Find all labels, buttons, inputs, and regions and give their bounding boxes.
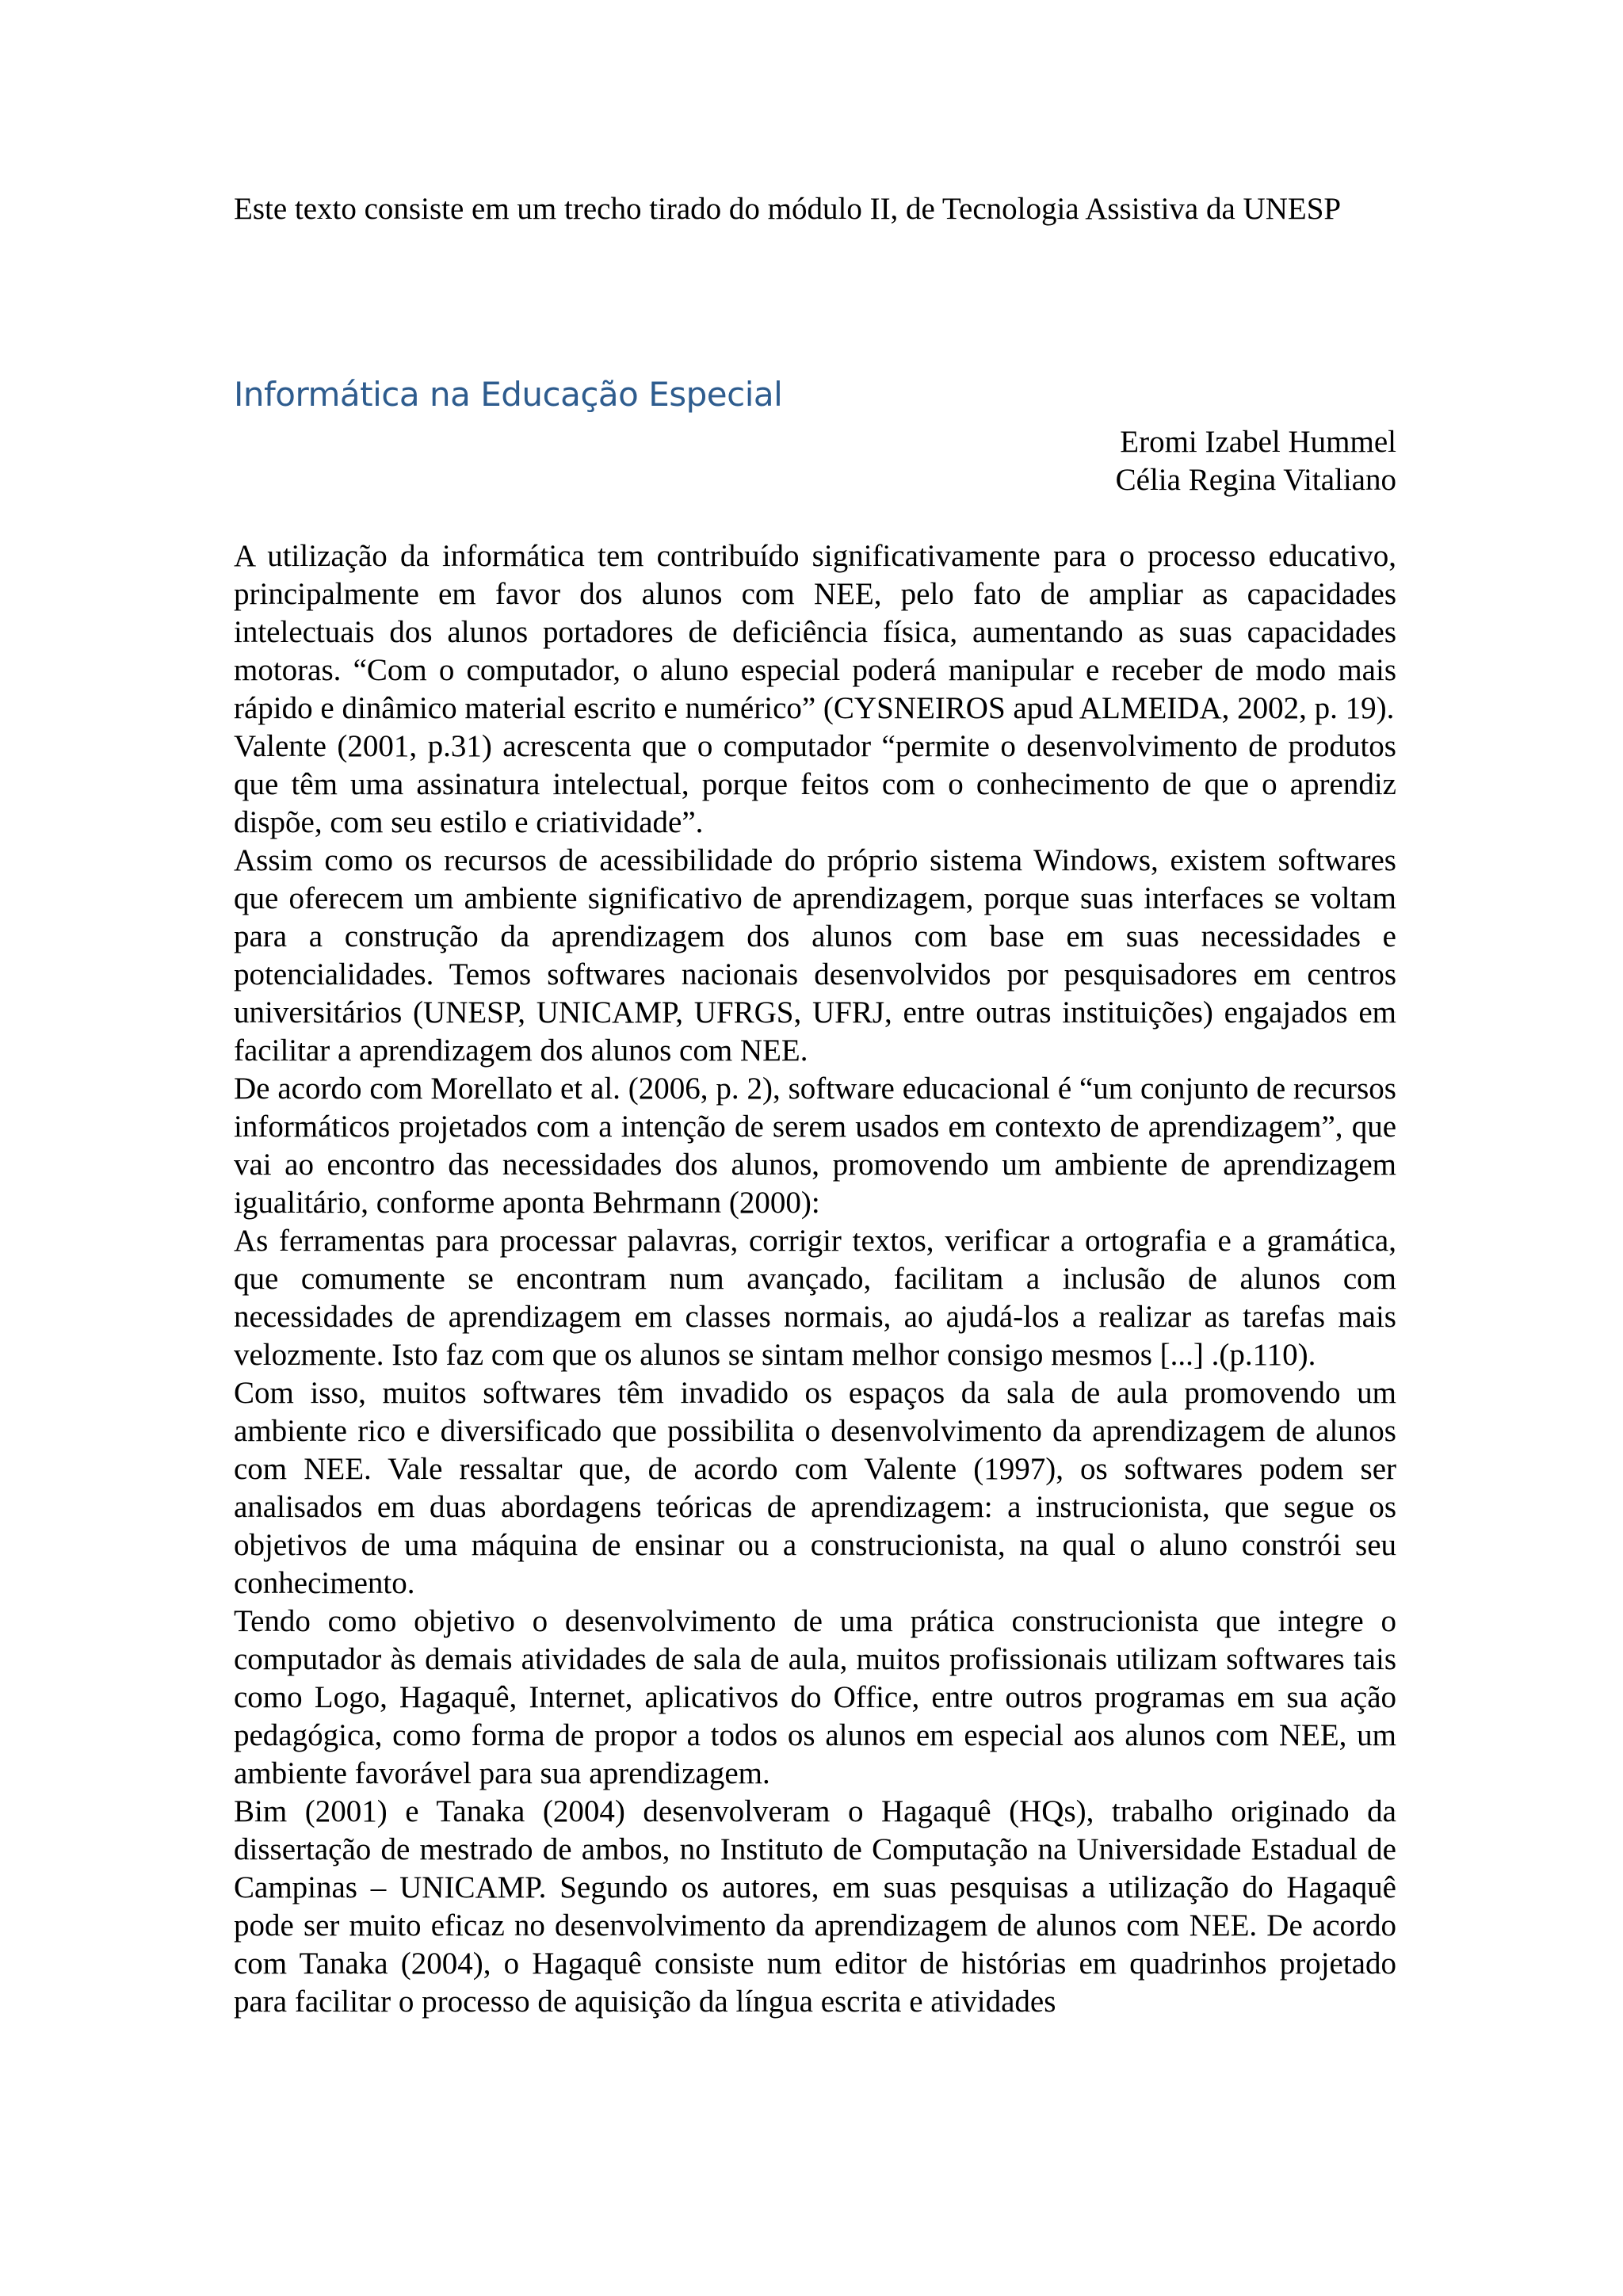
- document-title: Informática na Educação Especial: [234, 375, 783, 414]
- paragraph: Bim (2001) e Tanaka (2004) desenvolveram o Hagaquê (HQs), trabalho originado da dissertação de mestrado de ambos, no Instituto de Computação na Universidade Estadual de Campinas – UNICAMP. Segundo os autores, em suas pesquisas a utilização do Hagaquê pode ser muito eficaz no desenvolvimento da aprendizagem de alunos com NEE. De acordo com Tanaka (2004), o Hagaquê consiste num editor de histórias em quadrinhos projetado para facilitar o processo de aquisição da língua escrita e atividades: [234, 1794, 1396, 2019]
- author-list: [1116, 423, 1396, 499]
- paragraph: A utilização da informática tem contribuído significativamente para o processo educativo, principalmente em favor dos alunos com NEE, pelo fato de ampliar as capacidades intelectuais dos alunos portadores de deficiência física, aumentando as suas capacidades motoras. “Com o computador, o aluno especial poderá manipular e receber de modo mais rápido e dinâmico material escrito e numérico” (CYSNEIROS apud ALMEIDA, 2002, p. 19).: [234, 539, 1396, 725]
- paragraph: Tendo como objetivo o desenvolvimento de uma prática construcionista que integre o computador às demais atividades de sala de aula, muitos profissionais utilizam softwares tais como Logo, Hagaquê, Internet, aplicativos do Office, entre outros programas em sua ação pedagógica, como forma de propor a todos os alunos em especial aos alunos com NEE, um ambiente favorável para sua aprendizagem.: [234, 1604, 1396, 1790]
- author-name: Eromi Izabel Hummel: [1120, 425, 1396, 459]
- author-name: Célia Regina Vitaliano: [1115, 463, 1396, 497]
- paragraph: De acordo com Morellato et al. (2006, p. 2), software educacional é “um conjunto de recursos informáticos projetados com a intenção de serem usados em contexto de aprendizagem”, que vai ao encontro das necessidades dos alunos, promovendo um ambiente de aprendizagem igualitário, conforme aponta Behrmann (2000):: [234, 1072, 1396, 1220]
- body-text: [234, 537, 1396, 2021]
- paragraph: Assim como os recursos de acessibilidade do próprio sistema Windows, existem softwares que oferecem um ambiente significativo de aprendizagem, porque suas interfaces se voltam para a construção da aprendizagem dos alunos com base em suas necessidades e potencialidades. Temos softwares nacionais desenvolvidos por pesquisadores em centros universitários (UNESP, UNICAMP, UFRGS, UFRJ, entre outras instituições) engajados em facilitar a aprendizagem dos alunos com NEE.: [234, 843, 1396, 1068]
- paragraph: Com isso, muitos softwares têm invadido os espaços da sala de aula promovendo um ambiente rico e diversificado que possibilita o desenvolvimento da aprendizagem de alunos com NEE. Vale ressaltar que, de acordo com Valente (1997), os softwares podem ser analisados em duas abordagens teóricas de aprendizagem: a instrucionista, que segue os objetivos de uma máquina de ensinar ou a construcionista, na qual o aluno constrói seu conhecimento.: [234, 1376, 1396, 1600]
- intro-note: Este texto consiste em um trecho tirado do módulo II, de Tecnologia Assistiva da UNESP: [234, 192, 1342, 226]
- block-quote: As ferramentas para processar palavras, corrigir textos, verificar a ortografia e a gramática, que comumente se encontram num avançado, facilitam a inclusão de alunos com necessidades de aprendizagem em classes normais, ao ajudá-los a realizar as tarefas mais velozmente. Isto faz com que os alunos se sintam melhor consigo mesmos [...] .(p.110).: [234, 1224, 1396, 1372]
- paragraph: Valente (2001, p.31) acrescenta que o computador “permite o desenvolvimento de produtos que têm uma assinatura intelectual, porque feitos com o conhecimento de que o aprendiz dispõe, com seu estilo e criatividade”.: [234, 729, 1396, 839]
